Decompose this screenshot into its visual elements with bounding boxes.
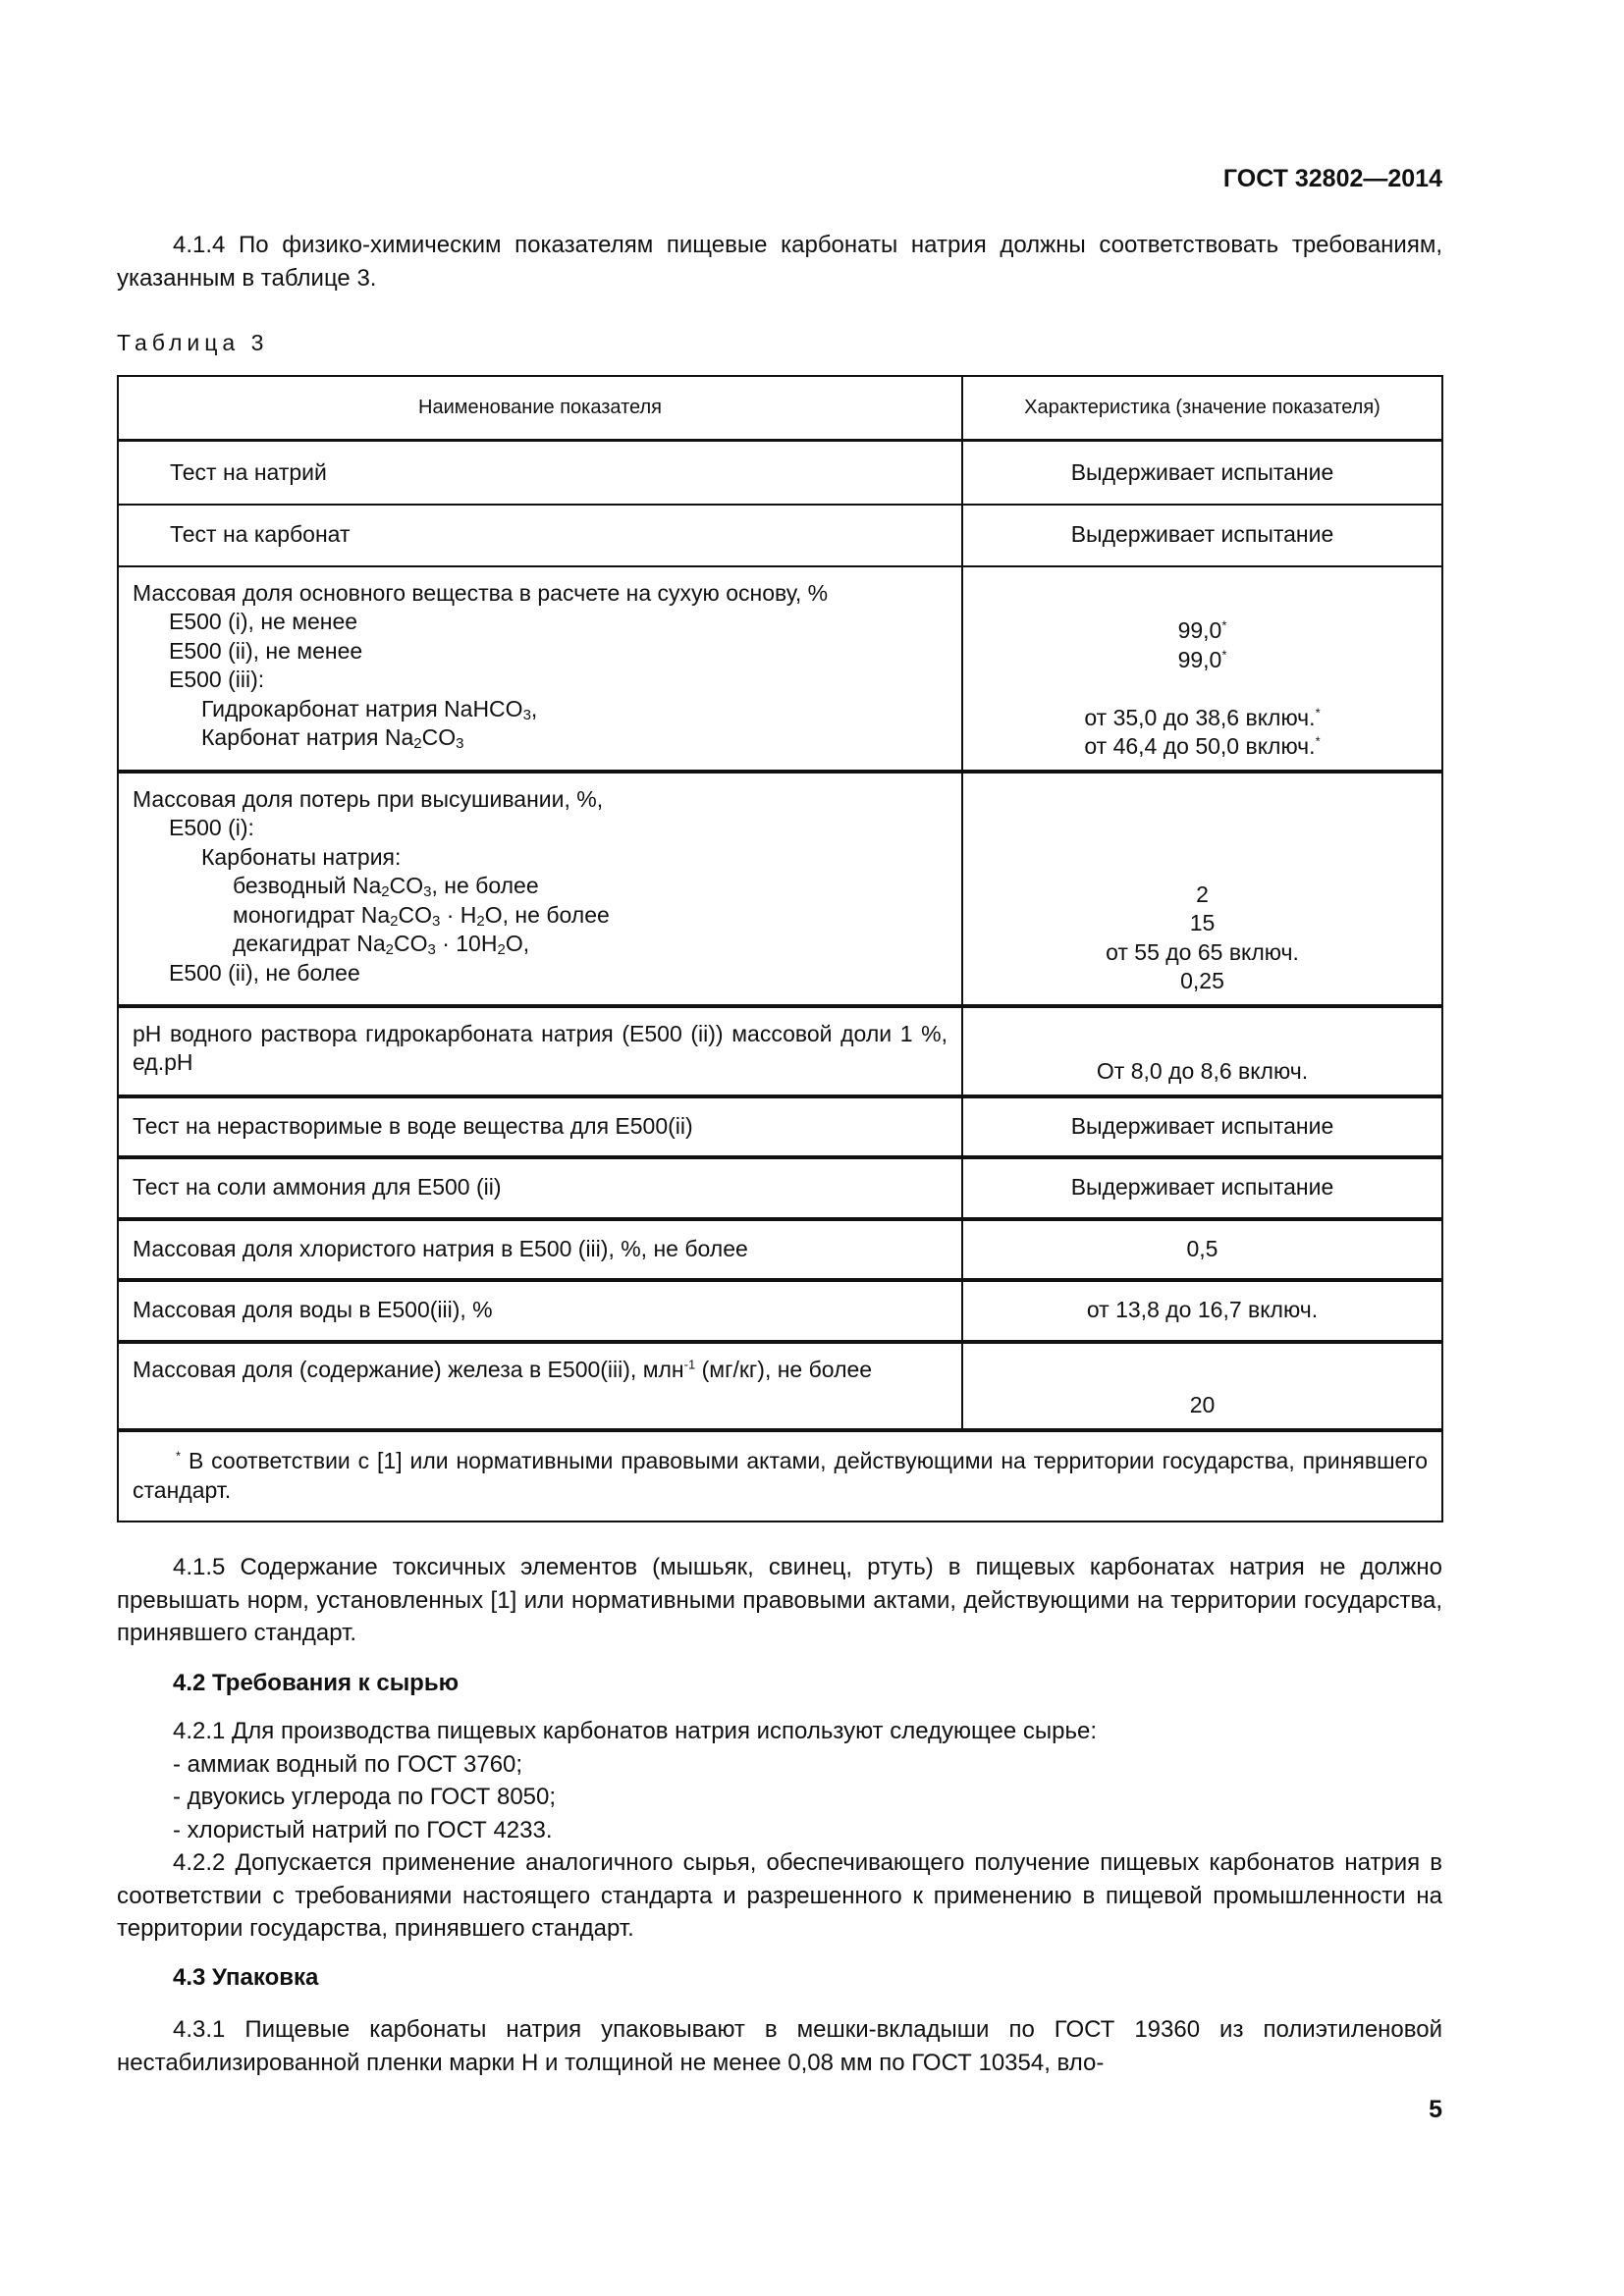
list-item: - аммиак водный по ГОСТ 3760; [173, 1750, 523, 1778]
sub-item: Е500 (i), не менее [169, 609, 358, 634]
sub-item: Карбонат натрия $Na_2CO_3$ [201, 724, 464, 752]
cell-name [118, 566, 962, 772]
table-row [118, 566, 1442, 772]
sub-item: безводный $Na_2CO_3$, не более [233, 873, 539, 900]
cell-value: от 13,8 до 16,7 включ. [962, 1280, 1442, 1342]
text: Гидрокарбонат натрия NaHCO [201, 695, 523, 721]
cell-name: Тест на соли аммония для Е500 (ii) [118, 1157, 962, 1219]
value: 99,0 [1177, 646, 1222, 672]
table-row [118, 1006, 1442, 1096]
section-heading-4-2: 4.2 Требования к сырью [173, 1670, 460, 1696]
footnote-text: В соответствии с [1] или нормативными правовыми актами, действующими на территории государства, принявшего стандарт. [133, 1448, 1428, 1503]
paragraph-4-2-1: 4.2.1 Для производства пищевых карбонатов натрия используют следующее сырье: [173, 1718, 1098, 1744]
table-row [118, 1280, 1442, 1342]
list-item: - хлористый натрий по ГОСТ 4233. [173, 1816, 553, 1843]
cell-name: Массовая доля воды в Е500(iii), % [118, 1280, 962, 1342]
table-footnote-row [118, 1430, 1442, 1522]
sub-item: Гидрокарбонат натрия NaHCO$_3$, [201, 695, 538, 723]
column-header-value: Характеристика (значение показателя) [962, 376, 1442, 441]
column-header-name: Наименование показателя [118, 376, 962, 441]
sub-item: Е500 (iii): [169, 667, 265, 692]
table-row [118, 1219, 1442, 1280]
table-3 [117, 375, 1443, 1522]
cell-name: pH водного раствора гидрокарбоната натрия (Е500 (ii)) массовой доли 1 %, ед.pH [118, 1006, 962, 1096]
cell-value: 99,0* 99,0* от 35,0 до 38,6 включ.* от 46,4 до 50,0 включ.* [962, 566, 1442, 772]
value: 2 [1196, 881, 1209, 907]
table-row [118, 441, 1442, 505]
text: Карбонат натрия Na [201, 724, 414, 750]
paragraph-4-1-4: 4.1.4 По физико-химическим показателям пищевые карбонаты натрия должны соответствовать требованиям, указанным в таблице 3. [117, 232, 1442, 292]
cell-value: 20 [962, 1342, 1442, 1430]
sub-item: Карбонаты натрия: [201, 843, 402, 870]
cell-value: Выдерживает испытание [962, 441, 1442, 505]
paragraph-4-1-5: 4.1.5 Содержание токсичных элементов (мышьяк, свинец, ртуть) в пищевых карбонатах натрия не должно превышать норм, установленных [1] или нормативными правовыми актами, действующими на территории государства, принявшего стандарт. [117, 1554, 1442, 1646]
section-heading-4-3: 4.3 Упаковка [173, 1964, 319, 1991]
value: 15 [1189, 910, 1216, 935]
table-row [118, 1342, 1442, 1430]
cell-name [118, 772, 962, 1006]
sub-item: Е500 (ii), не более [169, 959, 360, 986]
table-row [118, 772, 1442, 1006]
row-title: Массовая доля потерь при высушивании, %, [133, 785, 604, 812]
sub-item: Е500 (ii), не менее [169, 637, 363, 664]
value: от 55 до 65 включ. [1106, 938, 1299, 965]
cell-value: От 8,0 до 8,6 включ. [962, 1006, 1442, 1096]
table-row [118, 1157, 1442, 1219]
cell-value: Выдерживает испытание [962, 505, 1442, 566]
text: моногидрат Na [233, 901, 391, 928]
table-footnote: * В соответствии с [1] или нормативными правовыми актами, действующими на территории государства, принявшего стандарт. [118, 1430, 1442, 1522]
value: 99,0 [1177, 617, 1222, 643]
cell-name: Массовая доля (содержание) железа в Е500(iii), млн$^{-1}$ (мг/кг), не более [118, 1342, 962, 1430]
cell-value: Выдерживает испытание [962, 1096, 1442, 1157]
page-number: 5 [1429, 2096, 1442, 2123]
paragraph-4-3-1: 4.3.1 Пищевые карбонаты натрия упаковывают в мешки-вкладыши по ГОСТ 19360 из полиэтиленовой нестабилизированной пленки марки Н и толщиной не менее 0,08 мм по ГОСТ 10354, вло- [117, 2016, 1442, 2076]
table-row [118, 1096, 1442, 1157]
cell-value: Выдерживает испытание [962, 1157, 1442, 1219]
sub-item: моногидрат $Na_2CO_3 \cdot H_2O$, не более [233, 901, 610, 930]
sub-item: Е500 (i): [169, 815, 254, 840]
text: декагидрат Na [233, 931, 386, 956]
text: безводный Na [233, 873, 382, 898]
value: 0,25 [1180, 968, 1224, 993]
paragraph-4-2-2: 4.2.2 Допускается применение аналогичного сырья, обеспечивающего получение пищевых карбонатов натрия в соответствии с требованиями настоящего стандарта и разрешенного к применению в пищевой промышленности на территории государства, принявшего стандарт. [117, 1849, 1442, 1942]
cell-name: Тест на натрий [118, 441, 962, 505]
cell-name: Массовая доля хлористого натрия в Е500 (iii), %, не более [118, 1219, 962, 1280]
cell-value: 0,5 [962, 1219, 1442, 1280]
document-header: ГОСТ 32802—2014 [1222, 165, 1442, 192]
text: (мг/кг), не более [695, 1356, 873, 1382]
sub-item: декагидрат $Na_2CO_3 \cdot 10H_2O$, [233, 931, 530, 958]
section-4-2-list [117, 1715, 1442, 1846]
value: от 35,0 до 38,6 включ. [1084, 704, 1316, 730]
table-caption: Таблица 3 [117, 330, 269, 355]
cell-name: Тест на карбонат [118, 505, 962, 566]
text: Массовая доля (содержание) железа в Е500(iii), млн [133, 1356, 684, 1382]
cell-value [962, 772, 1442, 1006]
cell-name: Тест на нерастворимые в воде вещества для Е500(ii) [118, 1096, 962, 1157]
row-title: Массовая доля основного вещества в расчете на сухую основу, % [133, 579, 829, 606]
table-row [118, 505, 1442, 566]
list-item: - двуокись углерода по ГОСТ 8050; [173, 1784, 557, 1810]
value: от 46,4 до 50,0 включ. [1084, 733, 1316, 759]
